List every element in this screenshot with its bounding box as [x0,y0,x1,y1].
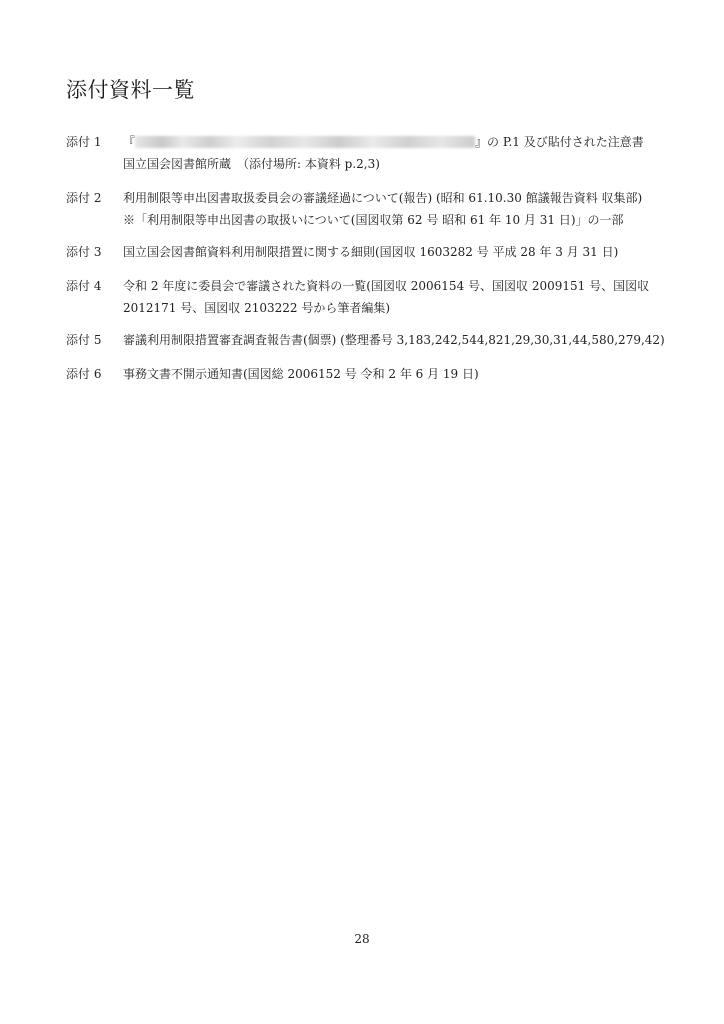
attachment-line: 2012171 号、国図収 2103222 号から筆者編集) [123,301,391,315]
attachment-description [123,363,668,385]
attachment-line: 利用制限等申出図書取扱委員会の審議経過について(報告) (昭和 61.10.30 館議報告資料 収集部) [123,191,643,205]
attachment-line: 審議利用制限措置審査調査報告書(個票) (整理番号 3,183,242,544,821,29,30,31,44,580,279,42) [123,333,665,347]
attachment-description [123,131,668,175]
attachment-line [123,131,668,153]
attachment-label: 添付 3 [66,245,102,259]
page-number: 28 [354,932,370,946]
attachment-line: 国立国会図書館資料利用制限措置に関する細則(国図収 1603282 号 平成 28 年 3 月 31 日) [123,245,619,259]
page-title: 添付資料一覧 [66,78,195,102]
attachment-description [123,187,668,231]
attachment-line: 国立国会図書館所蔵 （添付場所: 本資料 p.2,3) [123,157,380,171]
attachment-line: 令和 2 年度に委員会で審議された資料の一覧(国図収 2006154 号、国図収 2009151 号、国図収 [123,279,650,293]
attachment-label: 添付 4 [66,279,102,293]
attachment-label: 添付 5 [66,333,102,347]
redacted-title [135,136,475,148]
quote-open: 『 [123,135,136,149]
quote-close-text: 』の P.1 及び貼付された注意書 [475,135,644,149]
attachment-label: 添付 2 [66,191,102,205]
attachment-description [123,275,668,319]
attachment-line: 事務文書不開示通知書(国図総 2006152 号 令和 2 年 6 月 19 日) [123,367,479,381]
attachment-label: 添付 6 [66,367,102,381]
attachment-description [123,329,668,351]
attachment-line: ※「利用制限等申出図書の取扱いについて(国図収第 62 号 昭和 61 年 10 月 31 日)」の一部 [123,213,624,227]
attachment-description [123,241,668,263]
attachment-label: 添付 1 [66,135,102,149]
